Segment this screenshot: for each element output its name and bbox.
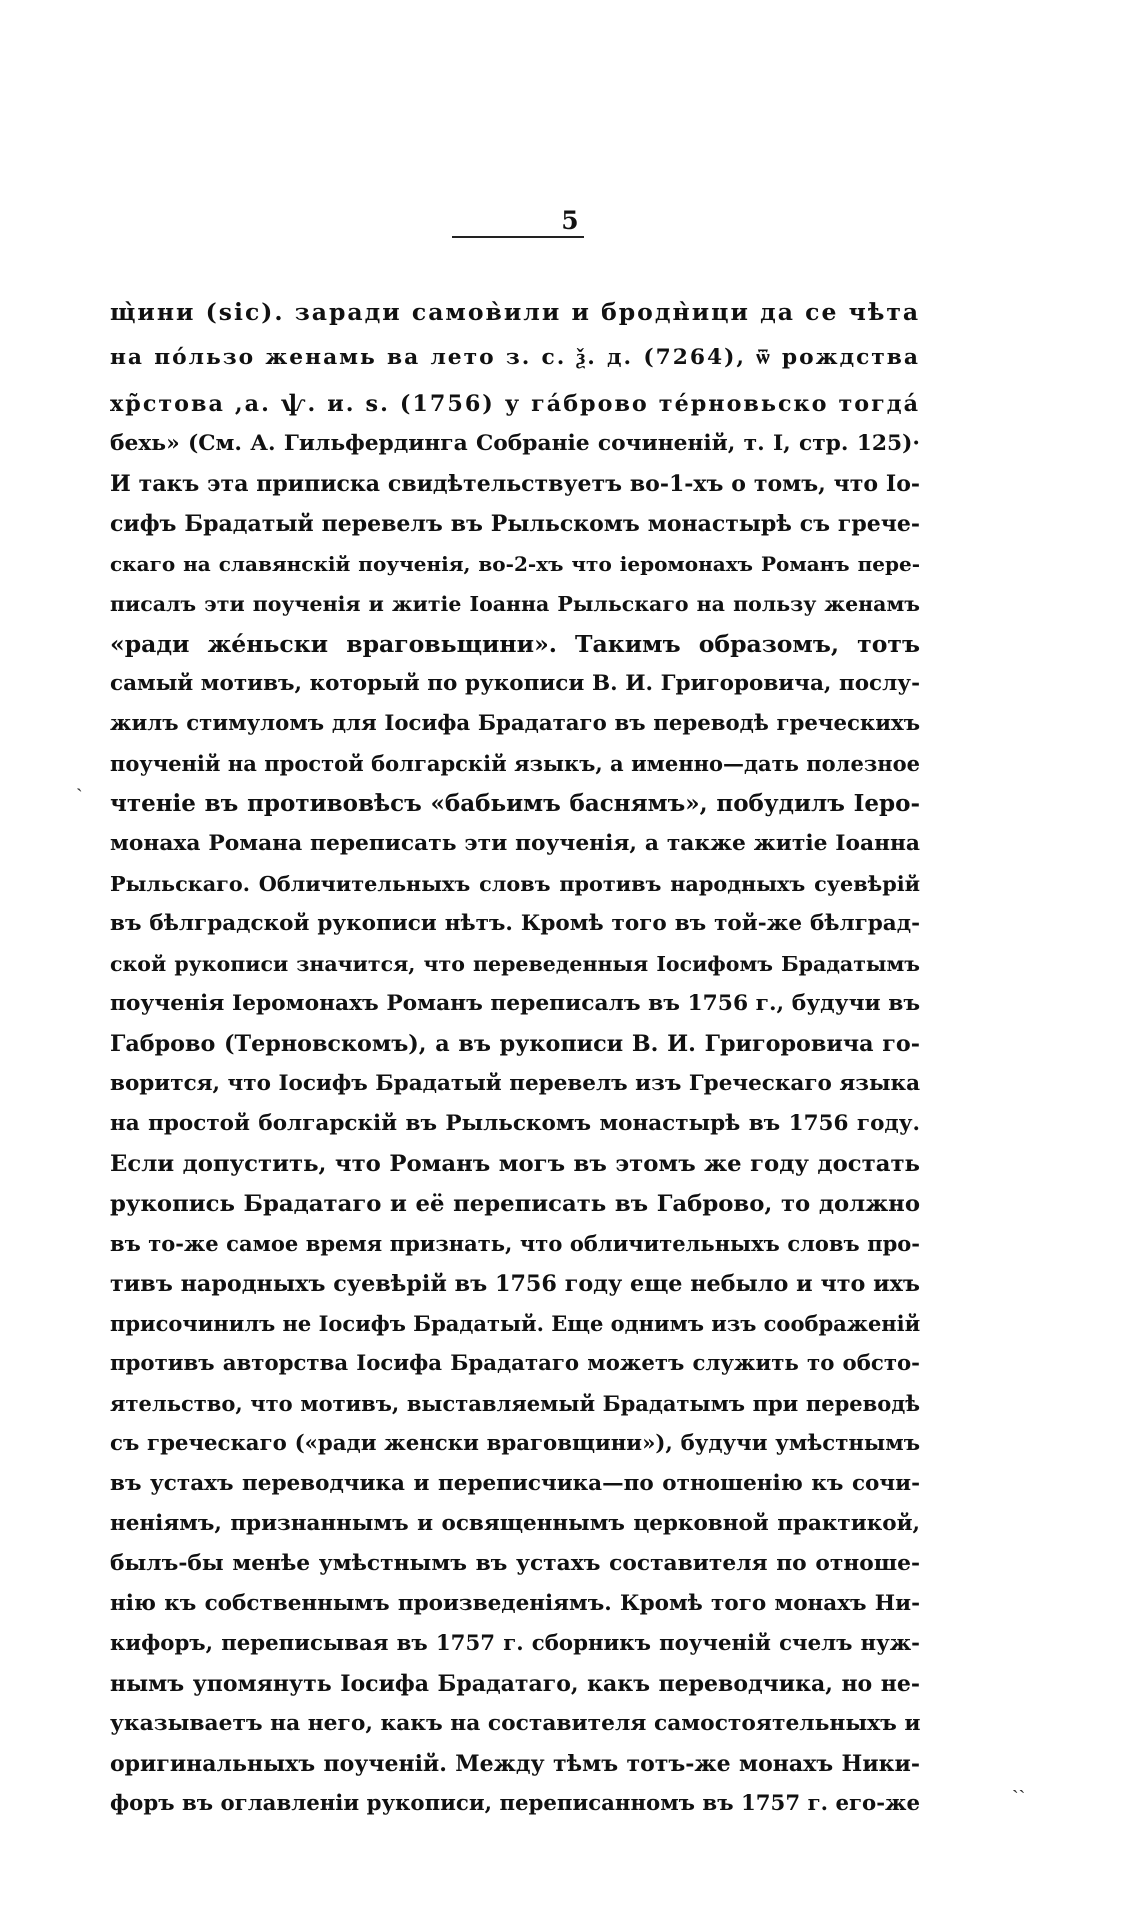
text-line: въ бѣлградской рукописи нѣтъ. Кромѣ того въ той-же бѣлград- bbox=[110, 911, 920, 936]
text-line: Габрово (Терновскомъ), а въ рукописи В. И. Григоровича го- bbox=[110, 1031, 920, 1057]
text-line: поученія Іеромонахъ Романъ переписалъ въ 1756 г., будучи въ bbox=[110, 991, 920, 1016]
text-line: монаха Романа переписать эти поученія, а также житіе Іоанна bbox=[110, 831, 920, 856]
text-line: форъ въ оглавленіи рукописи, переписанномъ въ 1757 г. его-же bbox=[110, 1791, 920, 1816]
body-text bbox=[110, 292, 920, 1824]
text-line: присочинилъ не Іосифъ Брадатый. Еще однимъ изъ соображеній bbox=[110, 1311, 921, 1336]
text-line: кифоръ, переписывая въ 1757 г. сборникъ поученій счелъ нуж- bbox=[110, 1631, 920, 1656]
text-line: тивъ народныхъ суевѣрій въ 1756 году еще небыло и что ихъ bbox=[110, 1271, 920, 1297]
text-line: сифъ Брадатый перевелъ въ Рыльскомъ монастырѣ съ грече- bbox=[110, 511, 920, 537]
text-line: противъ авторства Іосифа Брадатаго можетъ служить то обсто- bbox=[110, 1351, 920, 1376]
text-line: писалъ эти поученія и житіе Іоанна Рыльскаго на пользу женамъ bbox=[110, 592, 920, 616]
text-line: «ради же́ньски враговьщини». Такимъ образомъ, тотъ bbox=[110, 630, 920, 658]
text-line: съ греческаго («ради женски враговщини»), будучи умѣстнымъ bbox=[110, 1431, 920, 1456]
text-line: оригинальныхъ поученій. Между тѣмъ тотъ-же монахъ Ники- bbox=[110, 1751, 920, 1777]
text-line: въ устахъ переводчика и переписчика—по отношенію къ сочи- bbox=[110, 1471, 920, 1496]
page-number-rule bbox=[452, 236, 584, 238]
text-line: Рыльскаго. Обличительныхъ словъ противъ народныхъ суевѣрій bbox=[110, 872, 920, 896]
text-line: на пóльзо женамь ва лето з. с. ѯ. д. (7264), ѿ рождства bbox=[110, 345, 920, 370]
margin-speck: ˴˴ bbox=[1012, 1776, 1026, 1800]
text-line: нымъ упомянуть Іосифа Брадатаго, какъ переводчика, но не- bbox=[110, 1671, 920, 1697]
text-line: на простой болгарскій въ Рыльскомъ монастырѣ въ 1756 году. bbox=[110, 1111, 920, 1136]
text-line: указываетъ на него, какъ на составителя самостоятельныхъ и bbox=[110, 1711, 921, 1736]
page-number: 5 bbox=[561, 206, 579, 235]
text-line: ворится, что Іосифъ Брадатый перевелъ изъ Греческаго языка bbox=[110, 1071, 920, 1096]
text-line: былъ-бы менѣе умѣстнымъ въ устахъ составителя по отноше- bbox=[110, 1551, 920, 1576]
text-line: ской рукописи значится, что переведенныя Іосифомъ Брадатымъ bbox=[110, 952, 920, 976]
text-line: скаго на славянскій поученія, во-2-хъ что іеромонахъ Романъ пере- bbox=[110, 552, 920, 576]
text-line: поученій на простой болгарскій языкъ, а именно—дать полезное bbox=[110, 751, 920, 776]
margin-speck: ˎ bbox=[76, 768, 83, 792]
text-line: рукопись Брадатаго и её переписать въ Габрово, то должно bbox=[110, 1191, 920, 1217]
text-line: чтеніе въ противовѣсъ «бабьимъ баснямъ», побудилъ Іеро- bbox=[110, 790, 920, 817]
text-line: жилъ стимуломъ для Іосифа Брадатаго въ переводѣ греческихъ bbox=[110, 711, 920, 736]
text-line: хр̃стова ,а. ѱ. и. ѕ. (1756) у га́брово те́рновьско тогда́ bbox=[110, 391, 920, 417]
text-line: въ то-же самое время признать, что обличительныхъ словъ про- bbox=[110, 1231, 920, 1256]
text-line: ятельство, что мотивъ, выставляемый Брадатымъ при переводѣ bbox=[110, 1391, 920, 1416]
text-line: нію къ собственнымъ произведеніямъ. Кромѣ того монахъ Ни- bbox=[110, 1591, 920, 1616]
text-line: Если допустить, что Романъ могъ въ этомъ же году достать bbox=[110, 1151, 920, 1177]
text-line: самый мотивъ, который по рукописи В. И. Григоровича, послу- bbox=[110, 671, 920, 696]
text-line: И такъ эта приписка свидѣтельствуетъ во-1-хъ о томъ, что Іо- bbox=[110, 471, 920, 497]
text-line: щ̀ини (sic). заради самов̀или и бродн̀ици да се чѣта bbox=[110, 298, 921, 326]
text-line: неніямъ, признаннымъ и освященнымъ церковной практикой, bbox=[110, 1511, 920, 1536]
text-line: бехь» (См. А. Гильфердинга Собраніе сочиненій, т. I, стр. 125)· bbox=[110, 431, 920, 456]
